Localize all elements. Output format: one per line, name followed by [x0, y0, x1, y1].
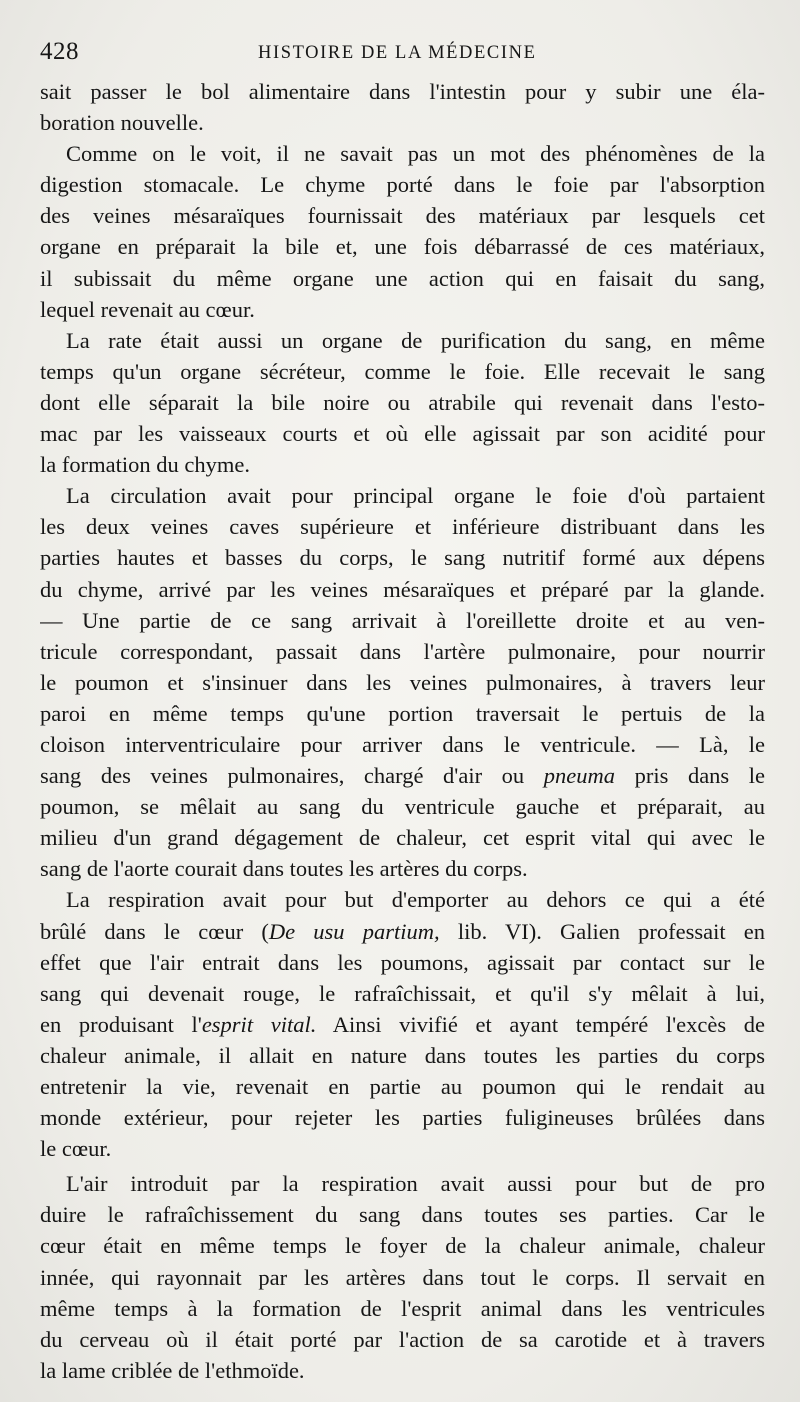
text-segment: Ainsi vivifié et ayant tempéré l'excès de: [332, 1011, 765, 1037]
text-segment: pris dans le: [634, 763, 765, 789]
text-line: Comme on le voit, il ne savait pas un mot des phénomènes de la: [66, 141, 765, 167]
text-line: paroi en même temps qu'une portion traversait le pertuis de la: [40, 700, 765, 726]
text-line: temps qu'un organe sécréteur, comme le foie. Elle recevait le sang: [40, 358, 765, 384]
text-line: lequel revenait au cœur.: [40, 296, 255, 322]
text-segment: en produisant l': [40, 1011, 202, 1037]
text-line: du chyme, arrivé par les veines mésaraïques et préparé par la glande.: [40, 576, 765, 602]
text-line: — Une partie de ce sang arrivait à l'oreillette droite et au ven-: [40, 607, 765, 633]
text-line: la formation du chyme.: [40, 452, 250, 478]
text-segment: sang des veines pulmonaires, chargé d'air ou: [40, 763, 525, 789]
text-line: effet que l'air entrait dans les poumons, agissait par contact sur le: [40, 949, 765, 975]
text-line: les deux veines caves supérieure et inférieure distribuant dans les: [40, 514, 765, 540]
text-line: innée, qui rayonnait par les artères dans tout le corps. Il servait en: [40, 1264, 765, 1290]
text-line: La rate était aussi un organe de purification du sang, en même: [66, 327, 765, 353]
text-line: la lame criblée de l'ethmoïde.: [40, 1357, 305, 1383]
text-line: La circulation avait pour principal organe le foie d'où partaient: [66, 483, 765, 509]
text-line: parties hautes et basses du corps, le sang nutritif formé aux dépens: [40, 545, 765, 571]
text-line: tricule correspondant, passait dans l'artère pulmonaire, pour nourrir: [40, 638, 765, 664]
text-line: La respiration avait pour but d'emporter au dehors ce qui a été: [66, 887, 765, 913]
paragraph: [40, 325, 765, 480]
text-line: il subissait du même organe une action qui en faisait du sang,: [40, 265, 765, 291]
text-line: cloison interventriculaire pour arriver dans le ventricule. — Là, le: [40, 731, 765, 757]
text-line: sait passer le bol alimentaire dans l'intestin pour y subir une éla-: [40, 79, 765, 104]
italic-work-title: De usu partium,: [268, 918, 440, 944]
text-line: sang qui devenait rouge, le rafraîchissait, et qu'il s'y mêlait à lui,: [40, 980, 765, 1006]
running-title: HISTOIRE DE LA MÉDECINE: [258, 43, 537, 63]
paragraph: [40, 480, 765, 884]
text-line: organe en préparait la bile et, une fois débarrassé de ces matériaux,: [40, 234, 765, 260]
text-line: entretenir la vie, revenait en partie au poumon qui le rendait au: [40, 1074, 765, 1099]
text-line: L'air introduit par la respiration avait aussi pour but de pro: [66, 1171, 765, 1197]
text-segment: lib. VI). Galien professait en: [457, 918, 765, 944]
italic-term: esprit vital.: [201, 1011, 317, 1037]
italic-term: pneuma: [543, 763, 616, 789]
text-line: [40, 1009, 765, 1040]
text-line: le poumon et s'insinuer dans les veines pulmonaires, à travers leur: [40, 669, 765, 695]
text-line: milieu d'un grand dégagement de chaleur, cet esprit vital qui avec le: [40, 825, 765, 851]
text-line: duire le rafraîchissement du sang dans toutes ses parties. Car le: [40, 1202, 765, 1228]
body-text: [40, 76, 765, 1386]
paragraph: [40, 1168, 765, 1386]
text-segment: brûlé dans le cœur (: [40, 918, 269, 944]
text-line: sang de l'aorte courait dans toutes les artères du corps.: [40, 856, 528, 882]
paragraph: [40, 76, 765, 138]
text-line: même temps à la formation de l'esprit animal dans les ventricules: [40, 1295, 765, 1321]
text-line: digestion stomacale. Le chyme porté dans le foie par l'absorption: [40, 172, 765, 198]
text-line: le cœur.: [40, 1136, 112, 1162]
text-line: [40, 760, 765, 791]
text-line: [40, 916, 765, 947]
text-line: boration nouvelle.: [40, 110, 204, 136]
text-line: des veines mésaraïques fournissait des matériaux par lesquels cet: [40, 203, 765, 229]
text-line: chaleur animale, il allait en nature dans toutes les parties du corps: [40, 1042, 765, 1068]
paragraph: [40, 138, 765, 325]
text-line: du cerveau où il était porté par l'action de sa carotide et à travers: [40, 1326, 765, 1352]
paragraph: [40, 884, 765, 1164]
text-line: poumon, se mêlait au sang du ventricule gauche et préparait, au: [40, 794, 765, 820]
text-line: cœur était en même temps le foyer de la chaleur animale, chaleur: [40, 1233, 765, 1259]
text-line: dont elle séparait la bile noire ou atrabile qui revenait dans l'esto-: [40, 389, 765, 415]
page-number: 428: [40, 38, 79, 65]
text-line: mac par les vaisseaux courts et où elle agissait par son acidité pour: [40, 421, 765, 447]
text-line: monde extérieur, pour rejeter les parties fuligineuses brûlées dans: [40, 1105, 765, 1131]
page-header: [40, 34, 750, 74]
